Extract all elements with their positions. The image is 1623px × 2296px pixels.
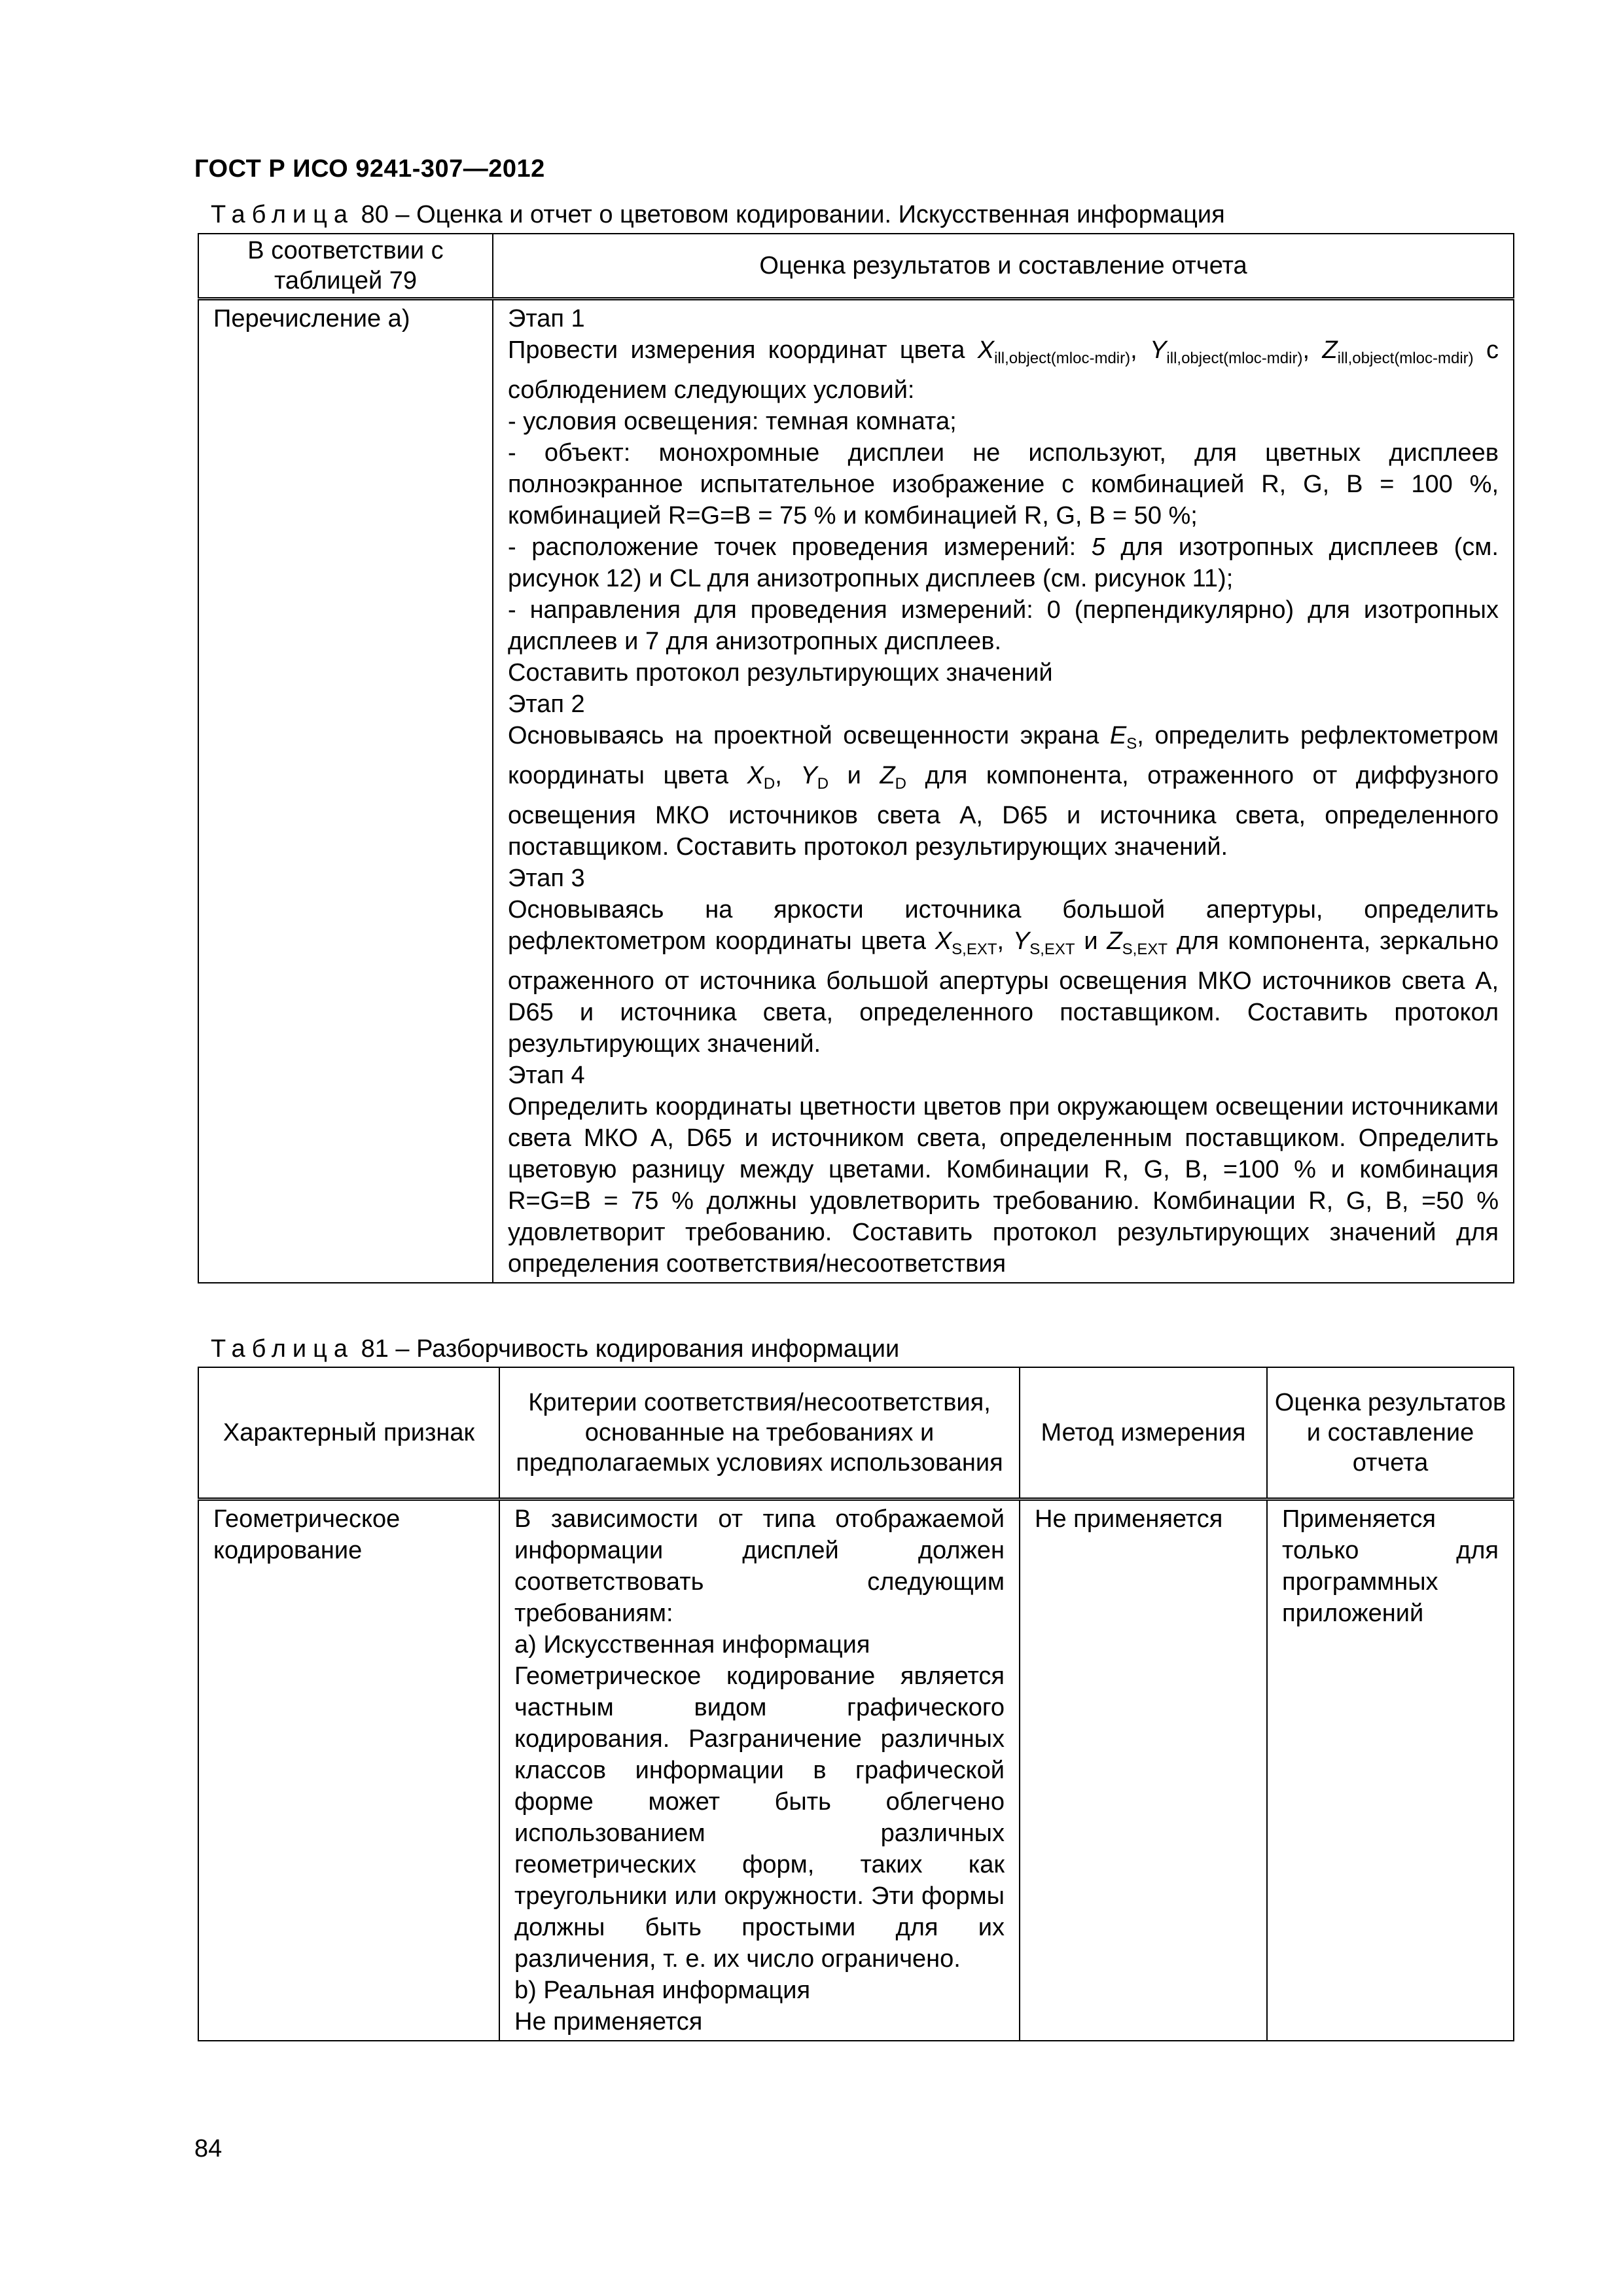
stage1-conditions: - условия освещения: темная комната; xyxy=(508,408,957,435)
table-row xyxy=(198,299,1514,1283)
stage-title: Этап 1 xyxy=(508,305,585,332)
stage2-text: Основываясь на проектной освещенности экрана $E_S$, определить рефлектометром координаты цвета $X_D$, $Y_D$ и $Z_D$ для компонента, отраженного от диффузного освещения МКО источников света A, D65 и источника света, определенного поставщиком. Составить протокол результирующих значений. xyxy=(508,722,1499,861)
criteria-intro: В зависимости от типа отображаемой информации дисплей должен соответствовать следующим требованиям: xyxy=(514,1505,1005,1627)
header-cell: Оценка результатов и составление отчета xyxy=(1267,1367,1514,1499)
table-80-caption xyxy=(211,201,1225,229)
stage-title: Этап 2 xyxy=(508,691,585,718)
stage4-text: Определить координаты цветности цветов при окружающем освещении источниками света МКО A, D65 и источником света, определенным поставщиком. Определить цветовую разницу между цветами. Комбинации R, G, B, =100 % и комбинация R=G=B = 75 % должны удовлетворить требованию. Комбинации R, G, B, =50 % удовлетворит требованию. Составить протокол результирующих значений для определения соответствия/несоответствия xyxy=(508,1093,1499,1278)
criteria-item-b-text: Не применяется xyxy=(514,2008,703,2036)
table-header-row xyxy=(198,1367,1514,1499)
caption-text: 81 – Разборчивость кодирования информации xyxy=(361,1335,900,1363)
stage1-location: - расположение точек проведения измерений: 5 для изотропных дисплеев (см. рисунок 12) и CL для анизотропных дисплеев (см. рисунок 11); xyxy=(508,533,1499,592)
criteria-item-a: a) Искусственная информация xyxy=(514,1631,870,1659)
header-cell: В соответствии с таблицей 79 xyxy=(198,234,493,299)
stage1-intro: Провести измерения координат цвета $X_{ill,object(mloc-mdir)}$, $Y_{ill,object(mloc-mdir)}$, $Z_{ill,object(mloc-mdir)}$ с соблюдением следующих условий: xyxy=(508,336,1499,404)
method-cell: Не применяется xyxy=(1020,1499,1267,2041)
criteria-item-b: b) Реальная информация xyxy=(514,1977,811,2004)
assessment-cell xyxy=(493,299,1514,1283)
table-header-row xyxy=(198,234,1514,299)
caption-text: 80 – Оценка и отчет о цветовом кодировании. Искусственная информация xyxy=(361,201,1225,228)
header-cell: Критерии соответствия/несоответствия, основанные на требованиях и предполагаемых условиях использования xyxy=(499,1367,1020,1499)
stage-title: Этап 4 xyxy=(508,1062,585,1089)
header-cell: Метод измерения xyxy=(1020,1367,1267,1499)
stage-title: Этап 3 xyxy=(508,865,585,892)
report-cell: Применяется только для программных приложений xyxy=(1267,1499,1514,2041)
feature-cell: Геометрическое кодирование xyxy=(198,1499,499,2041)
header-cell: Характерный признак xyxy=(198,1367,499,1499)
document-header: ГОСТ Р ИСО 9241-307—2012 xyxy=(194,155,545,183)
stage3-text: Основываясь на яркости источника большой апертуры, определить рефлектометром координаты цвета $X_{S,EXT}$, $Y_{S,EXT}$ и $Z_{S,EXT}$ для компонента, зеркально отраженного от источника большой апертуры освещения МКО источников света A, D65 и источника света, определенного поставщиком. Составить протокол результирующих значений. xyxy=(508,896,1499,1058)
stage1-protocol: Составить протокол результирующих значений xyxy=(508,659,1053,687)
stage1-directions: - направления для проведения измерений: 0 (перпендикулярно) для изотропных дисплеев и 7 для анизотропных дисплеев. xyxy=(508,596,1499,655)
stage1-object: - объект: монохромные дисплеи не используют, для цветных дисплеев полноэкранное испытательное изображение с комбинацией R, G, B = 100 %, комбинацией R=G=B = 75 % и комбинацией R, G, B = 50 %; xyxy=(508,439,1499,529)
caption-word: Таблица xyxy=(211,201,354,228)
caption-word: Таблица xyxy=(211,1335,354,1363)
row-label: Перечисление а) xyxy=(198,299,493,1283)
table-81-caption xyxy=(211,1335,899,1363)
table-row xyxy=(198,1499,1514,2041)
criteria-item-a-text: Геометрическое кодирование является частным видом графического кодирования. Разграничение различных классов информации в графической форме может быть облегчено использованием различных геометрических форм, таких как треугольники или окружности. Эти формы должны быть простыми для их различения, т. е. их число ограничено. xyxy=(514,1662,1005,1973)
table-81 xyxy=(198,1367,1514,2041)
page-number: 84 xyxy=(194,2135,223,2162)
criteria-cell xyxy=(499,1499,1020,2041)
table-80 xyxy=(198,233,1514,1283)
header-cell: Оценка результатов и составление отчета xyxy=(493,234,1514,299)
